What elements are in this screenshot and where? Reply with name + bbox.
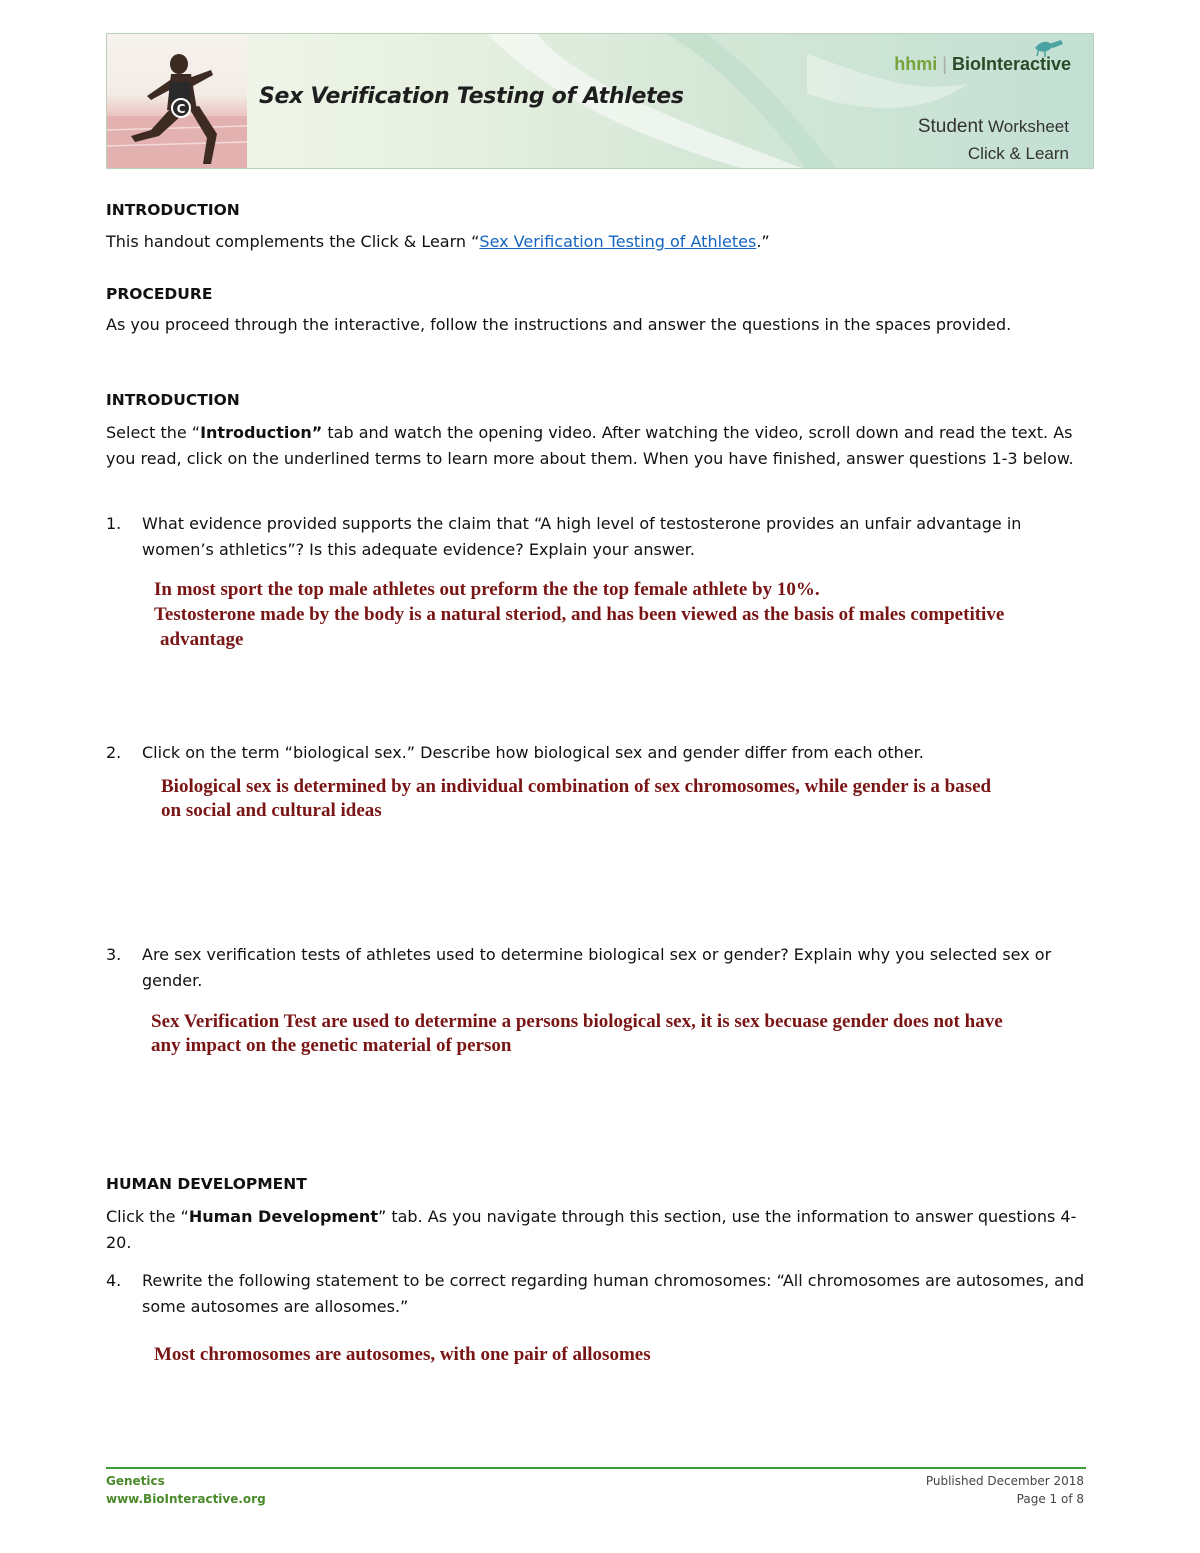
intro-text-after: .” <box>756 232 770 251</box>
question-3 <box>106 942 1092 994</box>
intro2-pre: Select the “ <box>106 423 201 442</box>
question-4 <box>106 1268 1092 1320</box>
section-heading-introduction: INTRODUCTION <box>106 201 240 219</box>
answer-1-line-3: advantage <box>160 629 244 650</box>
subtitle-click-learn: Click & Learn <box>967 144 1069 163</box>
footer-left <box>106 1472 266 1508</box>
procedure-paragraph: As you proceed through the interactive, follow the instructions and answer the questions in the spaces provided. <box>106 315 1012 334</box>
intro2-bold-tab: Introduction” <box>200 423 323 442</box>
subtitle-worksheet: Worksheet <box>988 117 1069 136</box>
human-dev-paragraph <box>106 1204 1092 1256</box>
intro-paragraph <box>106 229 1092 255</box>
question-number: 2. <box>106 743 122 762</box>
question-text: Are sex verification tests of athletes used to determine biological sex or gender? Explain why you selected sex or gender. <box>142 945 1052 990</box>
svg-text:C: C <box>176 102 186 116</box>
worksheet-title: Sex Verification Testing of Athletes <box>259 84 684 109</box>
hhmi-biointeractive-logo <box>894 54 1071 75</box>
footer-rule <box>106 1467 1086 1469</box>
subtitle-student-worksheet <box>918 116 1069 138</box>
question-2 <box>106 740 1092 766</box>
subtitle-student: Student <box>917 116 984 137</box>
answer-2-line-2: on social and cultural ideas <box>161 800 382 821</box>
human-dev-bold-tab: Human Development <box>188 1207 378 1226</box>
question-text: What evidence provided supports the claim that “A high level of testosterone provides an unfair advantage in women’s athletics”? Is this adequate evidence? Explain your answer. <box>142 514 1022 559</box>
footer-right <box>926 1472 1084 1508</box>
section-heading-human-development: HUMAN DEVELOPMENT <box>106 1175 307 1193</box>
logo-biointeractive: BioInteractive <box>951 54 1071 74</box>
answer-2-line-1: Biological sex is determined by an individual combination of sex chromosomes, while gender is a based <box>161 776 992 797</box>
intro-text-before: This handout complements the Click & Learn “ <box>106 232 480 251</box>
header-banner <box>106 33 1094 169</box>
logo-hhmi: hhmi <box>894 54 938 74</box>
answer-4-line-1: Most chromosomes are autosomes, with one pair of allosomes <box>154 1344 651 1365</box>
intro2-post: tab and watch the opening video. After watching the video, scroll down and read the text. As you read, click on the underlined terms to learn more about them. When you have finished, answer questions 1-3 below. <box>106 423 1074 468</box>
footer-subject: Genetics <box>106 1474 165 1488</box>
click-learn-link[interactable]: Sex Verification Testing of Athletes <box>479 232 757 251</box>
logo-separator: | <box>942 54 947 74</box>
question-number: 3. <box>106 945 122 964</box>
question-text: Click on the term “biological sex.” Describe how biological sex and gender differ from each other. <box>142 743 924 762</box>
human-dev-pre: Click the “ <box>106 1207 189 1226</box>
footer-page-number: Page 1 of 8 <box>1016 1492 1084 1506</box>
answer-3-line-1: Sex Verification Test are used to determine a persons biological sex, it is sex becuase gender does not have <box>151 1011 1003 1032</box>
footer-published: Published December 2018 <box>925 1474 1084 1488</box>
question-number: 1. <box>106 514 122 533</box>
answer-1-line-1: In most sport the top male athletes out preform the the top female athlete by 10%. <box>154 579 820 600</box>
footer-website: www.BioInteractive.org <box>106 1492 266 1506</box>
question-number: 4. <box>106 1271 122 1290</box>
section-heading-procedure: PROCEDURE <box>106 285 213 303</box>
question-text: Rewrite the following statement to be correct regarding human chromosomes: “All chromosomes are autosomes, and some autosomes are allosomes.” <box>142 1271 1085 1316</box>
answer-1-line-2: Testosterone made by the body is a natural steriod, and has been viewed as the basis of males competitive <box>154 604 1005 625</box>
question-1 <box>106 511 1092 563</box>
intro2-paragraph <box>106 420 1092 472</box>
section-heading-introduction-2: INTRODUCTION <box>106 391 240 409</box>
human-dev-post: ” tab. As you navigate through this section, use the information to answer questions 4-20. <box>106 1207 1077 1252</box>
answer-3-line-2: any impact on the genetic material of person <box>151 1035 512 1056</box>
